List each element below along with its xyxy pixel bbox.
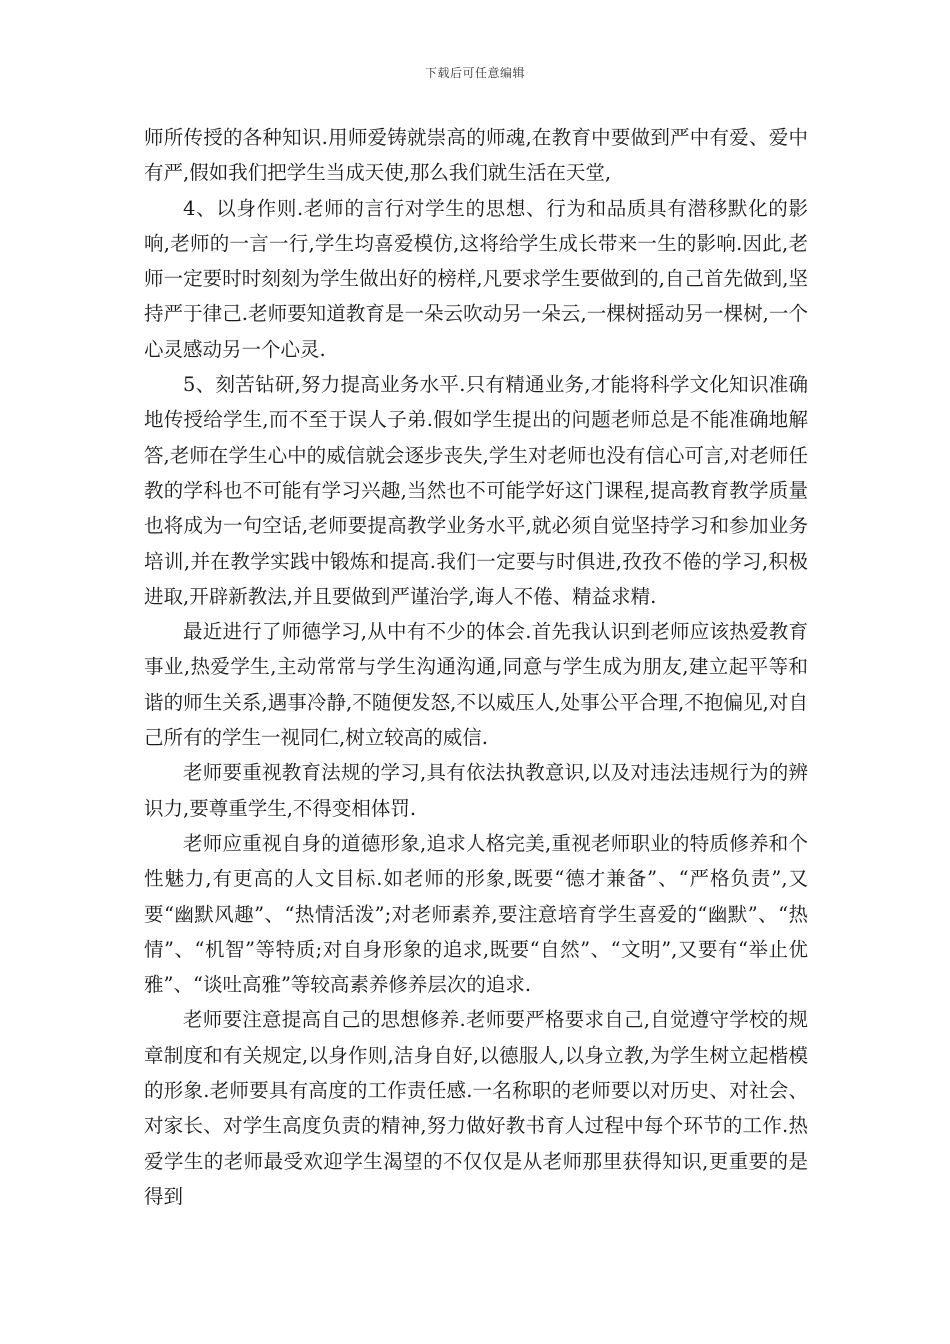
document-body <box>144 120 808 1214</box>
paragraph: 师所传授的各种知识.用师爱铸就崇高的师魂,在教育中要做到严中有爱、爱中有严,假如我们把学生当成天使,那么我们就生活在天堂, <box>144 126 808 185</box>
paragraph: 老师应重视自身的道德形象,追求人格完美,重视老师职业的特质修养和个性魅力,有更高的人文目标.如老师的形象,既要“德才兼备”、“严格负责”,又要“幽默风趣”、“热情活泼”;对老师素养,要注意培育学生喜爱的“幽默”、“热情”、“机智”等特质;对自身形象的追求,既要“自然”、“文明”,又要有“举止优雅”、“谈吐高雅”等较高素养修养层次的追求. <box>144 831 808 997</box>
page-header-caption: 下载后可任意编辑 <box>424 66 525 80</box>
paragraph: 4、以身作则.老师的言行对学生的思想、行为和品质具有潜移默化的影响,老师的一言一行,学生均喜爱模仿,这将给学生成长带来一生的影响.因此,老师一定要时时刻刻为学生做出好的榜样,凡要求学生要做到的,自己首先做到,坚持严于律己.老师要知道教育是一朵云吹动另一朵云,一棵树摇动另一棵树,一个心灵感动另一个心灵. <box>144 196 808 361</box>
paragraph: 老师要注意提高自己的思想修养.老师要严格要求自己,自觉遵守学校的规章制度和有关规定,以身作则,洁身自好,以德服人,以身立教,为学生树立起楷模的形象.老师要具有高度的工作责任感.一名称职的老师要以对历史、对社会、对家长、对学生高度负责的精神,努力做好教书育人过程中每个环节的工作.热爱学生的老师最受欢迎学生渴望的不仅仅是从老师那里获得知识,更重要的是得到 <box>144 1008 808 1208</box>
paragraph: 老师要重视教育法规的学习,具有依法执教意识,以及对违法违规行为的辨识力,要尊重学生,不得变相体罚. <box>144 761 808 820</box>
paragraph: 5、刻苦钻研,努力提高业务水平.只有精通业务,才能将科学文化知识准确地传授给学生,而不至于误人子弟.假如学生提出的问题老师总是不能准确地解答,老师在学生心中的威信就会逐步丧失,学生对老师也没有信心可言,对老师任教的学科也不可能有学习兴趣,当然也不可能学好这门课程,提高教育教学质量也将成为一句空话,老师要提高教学业务水平,就必须自觉坚持学习和参加业务培训,并在教学实践中锻炼和提高.我们一定要与时俱进,孜孜不倦的学习,积极进取,开辟新教法,并且要做到严谨治学,诲人不倦、精益求精. <box>144 373 808 608</box>
paragraph: 最近进行了师德学习,从中有不少的体会.首先我认识到老师应该热爱教育事业,热爱学生,主动常常与学生沟通沟通,同意与学生成为朋友,建立起平等和谐的师生关系,遇事冷静,不随便发怒,不以威压人,处事公平合理,不抱偏见,对自己所有的学生一视同仁,树立较高的威信. <box>144 620 808 750</box>
